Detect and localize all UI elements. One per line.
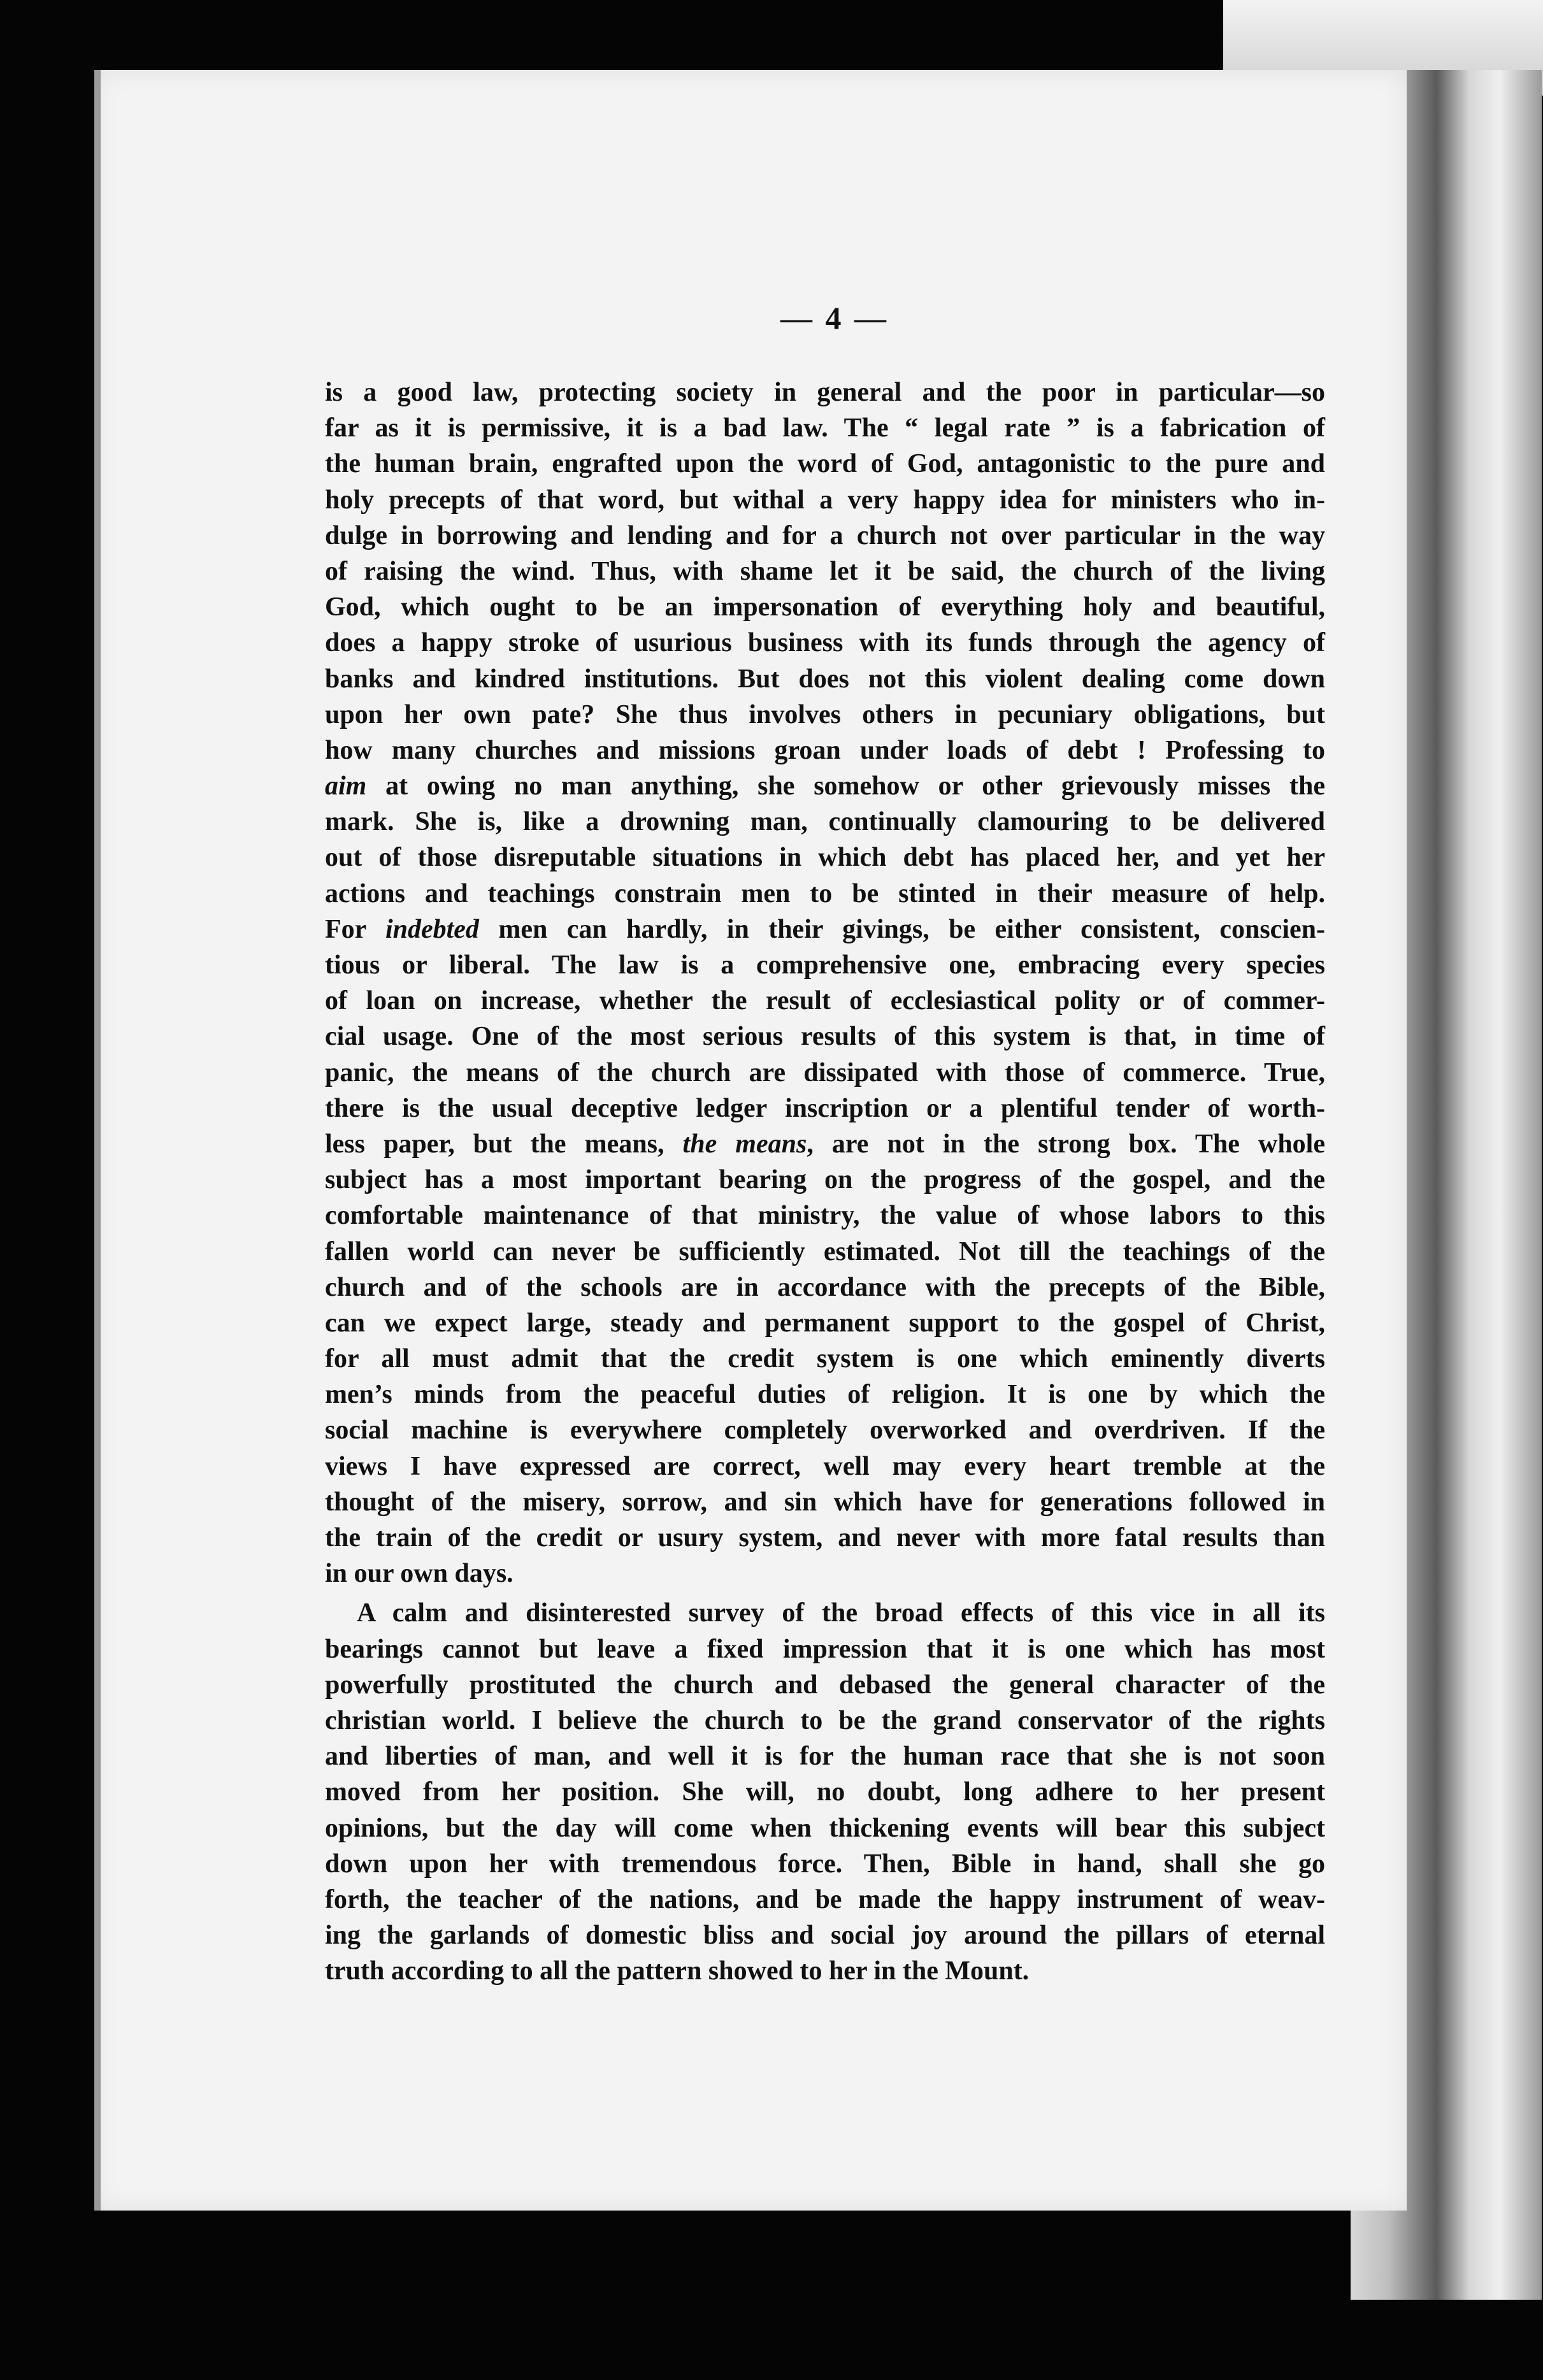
text-line: far as it is permissive, it is a bad law. The “ legal rate ” is a fabrication of (325, 413, 1325, 443)
text-line: forth, the teacher of the nations, and be made the happy instrument of weav- (325, 1884, 1325, 1914)
text-line: tious or liberal. The law is a comprehensive one, embracing every species (325, 950, 1325, 980)
text-line: subject has a most important bearing on the progress of the gospel, and the (325, 1165, 1325, 1195)
text-line: For indebted men can hardly, in their givings, be either consistent, conscien- (325, 914, 1325, 944)
paragraph (325, 1595, 1325, 1989)
text-line: banks and kindred institutions. But does not this violent dealing come down (325, 664, 1325, 694)
text-line: is a good law, protecting society in general and the poor in particular—so (325, 378, 1325, 407)
text-line: dulge in borrowing and lending and for a church not over particular in the way (325, 520, 1325, 550)
text-line: the train of the credit or usury system, and never with more fatal results than (325, 1523, 1325, 1552)
text-line: how many churches and missions groan under loads of debt ! Professing to (325, 735, 1325, 765)
text-line: christian world. I believe the church to be the grand conservator of the rights (325, 1705, 1325, 1735)
text-line: the human brain, engrafted upon the word of God, antagonistic to the pure and (325, 449, 1325, 479)
text-line: aim at owing no man anything, she somehow or other grievously misses the (325, 771, 1325, 801)
text-line: church and of the schools are in accordance with the precepts of the Bible, (325, 1272, 1325, 1302)
text-line: of raising the wind. Thus, with shame let it be said, the church of the living (325, 556, 1325, 586)
paragraph (325, 375, 1325, 1591)
italic-text: the means (682, 1129, 807, 1159)
text-line: out of those disreputable situations in which debt has placed her, and yet her (325, 843, 1325, 873)
text-line: truth according to all the pattern showed to her in the Mount. (325, 1956, 1030, 1986)
text-line: bearings cannot but leave a fixed impression that it is one which has most (325, 1634, 1325, 1664)
text-line: opinions, but the day will come when thickening events will bear this subject (325, 1813, 1325, 1843)
text-line: in our own days. (325, 1559, 513, 1589)
italic-text: indebted (385, 914, 479, 944)
text-line: powerfully prostituted the church and debased the general character of the (325, 1670, 1325, 1700)
text-line: down upon her with tremendous force. Then, Bible in hand, shall she go (325, 1849, 1325, 1879)
text-line: upon her own pate? She thus involves others in pecuniary obligations, but (325, 699, 1325, 729)
italic-text: aim (325, 771, 367, 801)
text-line: less paper, but the means, the means, are not in the strong box. The whole (325, 1129, 1325, 1159)
text-line: thought of the misery, sorrow, and sin which have for generations followed in (325, 1487, 1325, 1517)
body-text (325, 375, 1325, 1989)
text-line: of loan on increase, whether the result of ecclesiastical polity or of commer- (325, 986, 1325, 1016)
text-line: God, which ought to be an impersonation of everything holy and beautiful, (325, 592, 1325, 622)
text-line: social machine is everywhere completely overworked and overdriven. If the (325, 1416, 1325, 1445)
page-left-edge (94, 70, 101, 2211)
text-line: there is the usual deceptive ledger inscription or a plentiful tender of worth- (325, 1093, 1325, 1123)
text-line: views I have expressed are correct, well may every heart tremble at the (325, 1451, 1325, 1481)
text-line: fallen world can never be sufficiently estimated. Not till the teachings of the (325, 1237, 1325, 1266)
text-line: mark. She is, like a drowning man, continually clamouring to be delivered (325, 807, 1325, 837)
text-line: can we expect large, steady and permanent support to the gospel of Christ, (325, 1308, 1325, 1338)
text-line: comfortable maintenance of that ministry, the value of whose labors to this (325, 1201, 1325, 1231)
text-line: holy precepts of that word, but withal a very happy idea for ministers who in- (325, 485, 1325, 515)
text-line: for all must admit that the credit system is one which eminently diverts (325, 1344, 1325, 1374)
text-line: panic, the means of the church are dissipated with those of commerce. True, (325, 1057, 1325, 1087)
text-line: ing the garlands of domestic bliss and social joy around the pillars of eternal (325, 1921, 1325, 1951)
text-line: A calm and disinterested survey of the broad effects of this vice in all its (357, 1598, 1325, 1628)
text-line: and liberties of man, and well it is for the human race that she is not soon (325, 1742, 1325, 1772)
text-line: does a happy stroke of usurious business with its funds through the agency of (325, 628, 1325, 658)
text-line: cial usage. One of the most serious results of this system is that, in time of (325, 1022, 1325, 1052)
page-number: — 4 — (780, 300, 889, 336)
text-line: actions and teachings constrain men to be stinted in their measure of help. (325, 878, 1325, 908)
text-line: moved from her position. She will, no doubt, long adhere to her present (325, 1777, 1325, 1807)
text-line: men’s minds from the peaceful duties of religion. It is one by which the (325, 1380, 1325, 1410)
